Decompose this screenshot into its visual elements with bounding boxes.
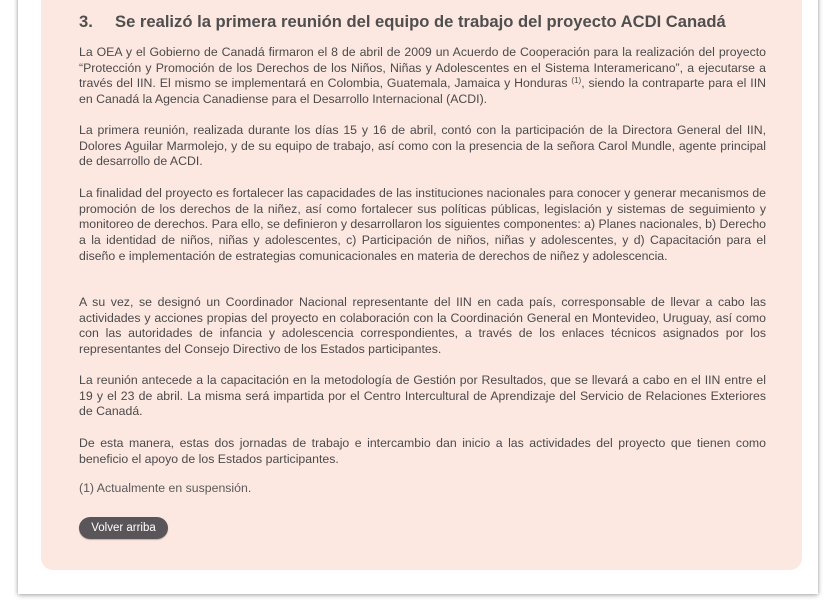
paragraph-1-text: La OEA y el Gobierno de Canadá firmaron el 8 de abril de 2009 un Acuerdo de Cooperación para la realización del proyecto “Protección y Promoción de los Derechos de los Niños, Niñas y Adolescentes en el Sistema Interamericano”, a ejecutarse a través del IIN. El mismo se implementará en Colombia, Guatemala, Jamaica y Honduras [79,45,766,91]
paragraph-4: A su vez, se designó un Coordinador Nacional representante del IIN en cada país, corresponsable de llevar a cabo las actividades y acciones propias del proyecto en colaboración con la Coordinación General en Montevideo, Uruguay, así como con las autoridades de infancia y adolescencia correspondientes, a través de los enlaces técnicos asignados por los representantes del Consejo Directivo de los Estados participantes. [79,295,766,357]
back-to-top-button[interactable]: Volver arriba [79,517,168,539]
paragraph-5: La reunión antecede a la capacitación en la metodología de Gestión por Resultados, que se llevará a cabo en el IIN entre el 19 y el 23 de abril. La misma será impartida por el Centro Intercultural de Aprendizaje del Servicio de Relaciones Exteriores de Canadá. [79,373,766,419]
footnote-ref: (1) [571,76,582,86]
paragraph-1 [79,45,766,108]
paragraph-3: La finalidad del proyecto es fortalecer las capacidades de las instituciones nacionales para conocer y generar mecanismos de promoción de los derechos de la niñez, así como fortalecer sus políticas públicas, legislación y sistemas de seguimiento y monitoreo de derechos. Para ello, se definieron y desarrollaron los siguientes componentes: a) Planes nacionales, b) Derecho a la identidad de niños, niñas y adolescentes, c) Participación de niños, niñas y adolescentes, y d) Capacitación para el diseño e implementación de estrategias comunicacionales en materia de derechos de niñez y adolescencia. [79,186,766,263]
footnote: (1) Actualmente en suspensión. [79,481,252,495]
paragraph-2: La primera reunión, realizada durante los días 15 y 16 de abril, contó con la participación de la Directora General del IIN, Dolores Aguilar Marmolejo, y de su equipo de trabajo, así como con la presencia de la señora Carol Mundle, agente principal de desarrollo de ACDI. [79,123,766,169]
paragraph-6: De esta manera, estas dos jornadas de trabajo e intercambio dan inicio a las actividades del proyecto que tienen como beneficio el apoyo de los Estados participantes. [79,436,766,466]
section-title [79,11,779,33]
section-title-text: Se realizó la primera reunión del equipo de trabajo del proyecto ACDI Canadá [115,12,726,31]
paragraph-1-text-after: , siendo la contraparte para el IIN en Canadá la Agencia Canadiense para el Desarrollo Internacional (ACDI). [79,76,766,107]
section-number: 3. [79,12,93,31]
